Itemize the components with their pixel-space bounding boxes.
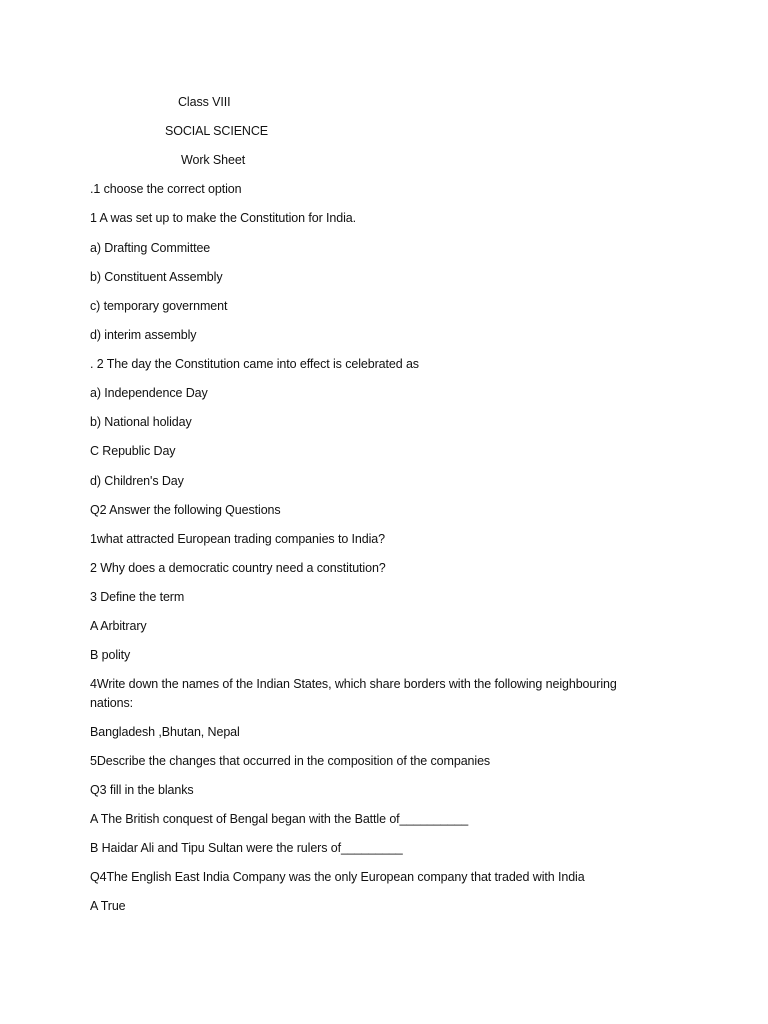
option-1-2-c: C Republic Day	[90, 444, 176, 458]
class-label: Class VIII	[178, 95, 231, 109]
question-2-1: 1what attracted European trading companies to India?	[90, 532, 385, 546]
question-1-2: . 2 The day the Constitution came into effect is celebrated as	[90, 357, 419, 371]
section1-heading: .1 choose the correct option	[90, 182, 242, 196]
subject-title: SOCIAL SCIENCE	[165, 124, 269, 138]
sheet-type: Work Sheet	[181, 153, 246, 167]
question-2-2: 2 Why does a democratic country need a constitution?	[90, 561, 386, 575]
option-1-2-b: b) National holiday	[90, 415, 192, 429]
question-4: Q4The English East India Company was the only European company that traded with India	[90, 870, 585, 884]
question-2-5: 5Describe the changes that occurred in the composition of the companies	[90, 754, 491, 768]
option-1-1-d: d) interim assembly	[90, 328, 197, 342]
question-2-3: 3 Define the term	[90, 590, 185, 604]
blank-item-a: A The British conquest of Bengal began with the Battle of__________	[90, 812, 469, 826]
option-1-1-b: b) Constituent Assembly	[90, 270, 223, 284]
term-a: A Arbitrary	[90, 619, 147, 633]
term-b: B polity	[90, 648, 131, 662]
question-2-4-answer: Bangladesh ,Bhutan, Nepal	[90, 725, 240, 739]
section2-heading: Q2 Answer the following Questions	[90, 503, 281, 517]
option-1-2-d: d) Children's Day	[90, 474, 184, 488]
question-1-1: 1 A was set up to make the Constitution for India.	[90, 211, 356, 225]
option-1-1-a: a) Drafting Committee	[90, 241, 211, 255]
option-1-1-c: c) temporary government	[90, 299, 228, 313]
option-1-2-a: a) Independence Day	[90, 386, 208, 400]
blank-item-b: B Haidar Ali and Tipu Sultan were the rulers of_________	[90, 841, 403, 855]
question-2-4: 4Write down the names of the Indian States, which share borders with the following neighbouring nations:	[90, 677, 617, 710]
question-4-option-a: A True	[90, 899, 126, 913]
section3-heading: Q3 fill in the blanks	[90, 783, 194, 797]
